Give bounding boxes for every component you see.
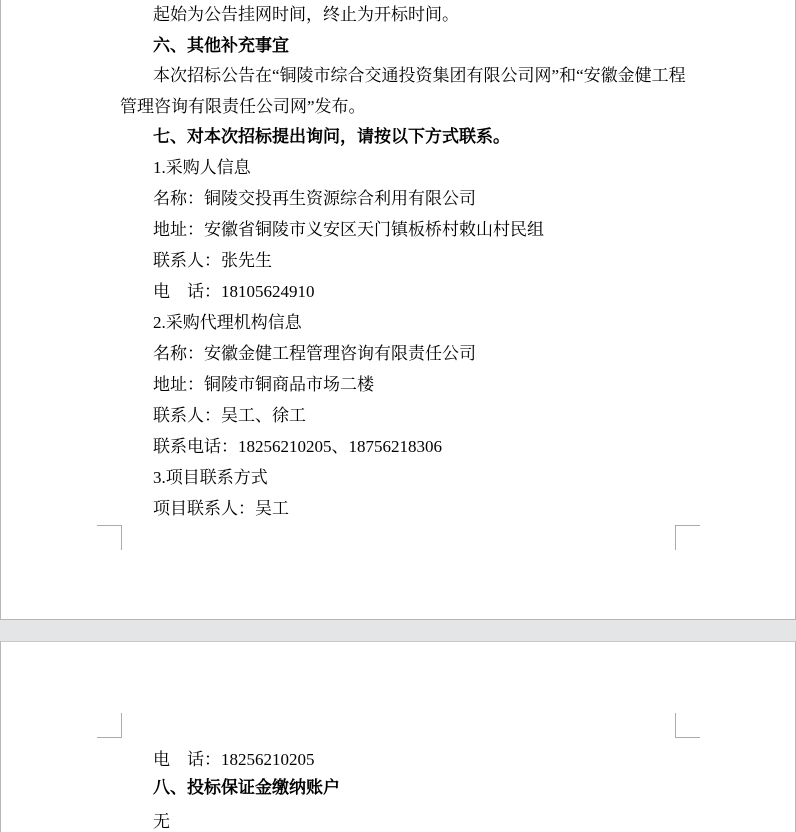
line-purchaser-address[interactable]: 地址：安徽省铜陵市义安区天门镇板桥村敕山村民组: [153, 220, 544, 239]
line-project-phone[interactable]: 电 话：18256210205: [153, 750, 315, 769]
heading-section-6[interactable]: 六、其他补充事宜: [153, 36, 289, 55]
line-agency-info[interactable]: 2.采购代理机构信息: [153, 313, 302, 332]
line-agency-phones[interactable]: 联系电话：18256210205、18756218306: [153, 437, 442, 456]
heading-section-8[interactable]: 八、投标保证金缴纳账户: [153, 778, 340, 797]
line-purchaser-phone[interactable]: 电 话：18105624910: [153, 282, 315, 301]
line-validity-period[interactable]: 起始为公告挂网时间，终止为开标时间。: [153, 5, 459, 24]
line-purchaser-contact[interactable]: 联系人：张先生: [153, 251, 272, 270]
line-purchaser-info[interactable]: 1.采购人信息: [153, 158, 251, 177]
line-agency-address[interactable]: 地址：铜陵市铜商品市场二楼: [153, 375, 374, 394]
heading-section-7[interactable]: 七、对本次招标提出询问，请按以下方式联系。: [153, 127, 510, 146]
margin-mark-top-left: [97, 713, 122, 738]
margin-mark-top-right: [675, 713, 700, 738]
line-agency-contacts[interactable]: 联系人：吴工、徐工: [153, 406, 306, 425]
para-announcement-sites-2[interactable]: 管理咨询有限责任公司网”发布。: [120, 97, 366, 116]
margin-mark-bottom-right: [675, 525, 700, 550]
line-project-contact-person[interactable]: 项目联系人：吴工: [153, 499, 289, 518]
para-announcement-sites-1[interactable]: 本次招标公告在“铜陵市综合交通投资集团有限公司网”和“安徽金健工程: [153, 66, 686, 85]
page-gap: [0, 620, 796, 641]
margin-mark-bottom-left: [97, 525, 122, 550]
line-purchaser-name[interactable]: 名称：铜陵交投再生资源综合利用有限公司: [153, 189, 476, 208]
line-project-contact-info[interactable]: 3.项目联系方式: [153, 468, 268, 487]
page-2[interactable]: [0, 641, 796, 832]
line-agency-name[interactable]: 名称：安徽金健工程管理咨询有限责任公司: [153, 344, 476, 363]
line-none-value[interactable]: 无: [153, 812, 170, 831]
